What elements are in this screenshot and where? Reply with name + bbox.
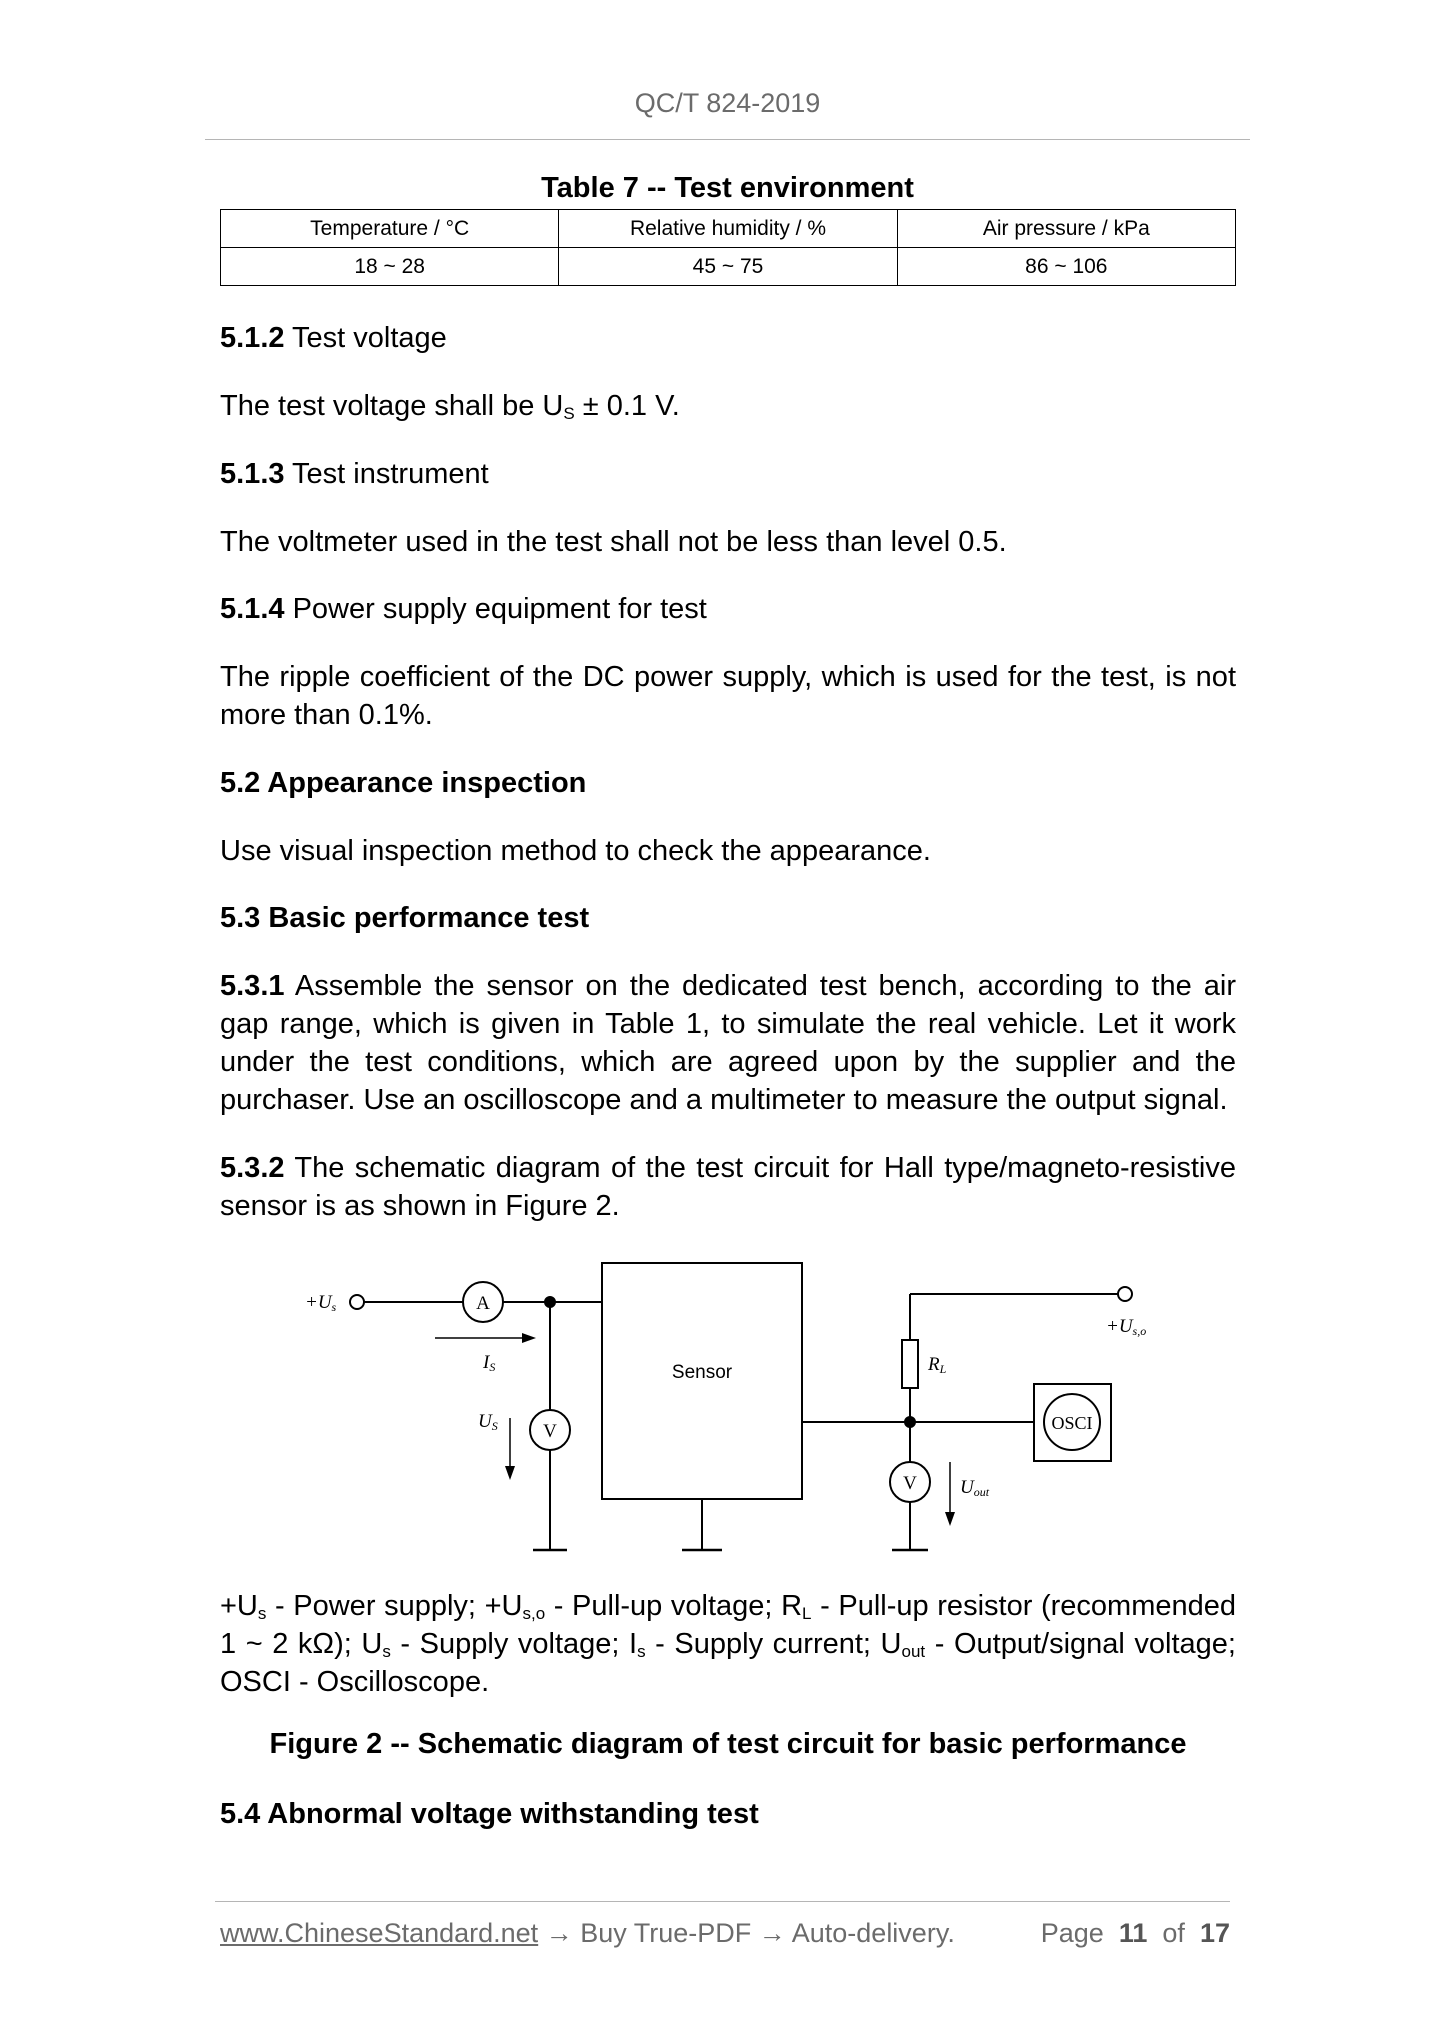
section-title: Power supply equipment for test xyxy=(292,593,707,625)
legend-run: - Supply current; U xyxy=(645,1628,902,1660)
of-word: of xyxy=(1162,1918,1185,1948)
subscript: s xyxy=(382,1642,391,1661)
subscript: s,o xyxy=(522,1604,546,1623)
rl-label: RL xyxy=(928,1354,947,1376)
uso-label: +Us,o xyxy=(1106,1316,1147,1338)
us-plus-label: +Us xyxy=(305,1292,337,1314)
sensor-label: Sensor xyxy=(671,1362,733,1383)
section-5-3-2-text xyxy=(220,1149,1236,1225)
page-number: 11 xyxy=(1118,1918,1148,1948)
chinesestandard-link[interactable]: www.ChineseStandard.net xyxy=(220,1918,539,1948)
table-header-cell: Temperature / °C xyxy=(221,210,559,248)
section-5-1-3-text: The voltmeter used in the test shall not be less than level 0.5. xyxy=(220,526,1007,558)
pull-up-terminal xyxy=(1118,1287,1132,1301)
uout-label: Uout xyxy=(960,1477,990,1499)
voltmeter-label: V xyxy=(543,1421,557,1442)
legend-run: +U xyxy=(220,1590,258,1622)
table-cell: 86 ~ 106 xyxy=(897,248,1235,286)
arrow-head xyxy=(522,1333,536,1343)
section-title: Test instrument xyxy=(292,458,489,490)
subscript: s xyxy=(257,1604,267,1623)
section-number: 5.3.1 xyxy=(220,970,285,1002)
us-label: US xyxy=(478,1411,498,1433)
legend-run: - Output/signal voltage; OSCI - Oscilloscope. xyxy=(220,1628,1236,1698)
supply-terminal xyxy=(350,1295,364,1309)
section-number: 5.1.2 xyxy=(220,322,285,354)
page-header: QC/T 824-2019 xyxy=(634,88,821,118)
footer-promo-text: → Buy True-PDF → Auto-delivery. xyxy=(538,1918,955,1948)
table-cell: 18 ~ 28 xyxy=(221,248,559,286)
section-5-4-heading: 5.4 Abnormal voltage withstanding test xyxy=(220,1798,759,1830)
section-number: 5.1.3 xyxy=(220,458,285,490)
section-5-1-2-text xyxy=(220,387,1236,425)
table-cell: 45 ~ 75 xyxy=(559,248,897,286)
subscript: out xyxy=(901,1642,926,1661)
figure-2-legend xyxy=(220,1587,1236,1701)
section-5-1-4-heading xyxy=(220,590,1236,628)
page-word: Page xyxy=(1040,1918,1104,1948)
section-number: 5.3.2 xyxy=(220,1152,285,1184)
section-5-1-3-heading xyxy=(220,455,1236,493)
section-number: 5.1.4 xyxy=(220,593,285,625)
legend-run: - Pull-up resistor (recommended 1 ~ 2 kΩ); U xyxy=(220,1590,1236,1660)
text-run: The test voltage shall be U xyxy=(220,390,564,422)
section-5-2-text: Use visual inspection method to check the appearance. xyxy=(220,835,931,867)
subscript: S xyxy=(563,404,575,423)
page-total: 17 xyxy=(1199,1918,1230,1948)
ammeter-label: A xyxy=(476,1293,490,1314)
section-title: Test voltage xyxy=(292,322,447,354)
page-footer xyxy=(220,1918,1230,1949)
arrow-head xyxy=(505,1466,515,1480)
table-row xyxy=(221,248,1236,286)
table-header-row xyxy=(221,210,1236,248)
osci-label: OSCI xyxy=(1051,1413,1093,1433)
figure-2-caption: Figure 2 -- Schematic diagram of test circuit for basic performance xyxy=(269,1728,1187,1760)
subscript: s xyxy=(637,1642,646,1661)
output-voltmeter-label: V xyxy=(903,1473,917,1494)
table-7-caption: Table 7 -- Test environment xyxy=(541,172,914,204)
subscript: L xyxy=(802,1604,812,1623)
arrow-head xyxy=(945,1512,955,1526)
legend-run: - Power supply; +U xyxy=(266,1590,523,1622)
table-header-cell: Air pressure / kPa xyxy=(897,210,1235,248)
section-5-1-2-heading xyxy=(220,319,1236,357)
section-5-1-4-text: The ripple coefficient of the DC power supply, which is used for the test, is not more than 0.1%. xyxy=(220,661,1236,731)
header-divider xyxy=(205,139,1250,140)
paragraph-text: The schematic diagram of the test circuit for Hall type/magneto-resistive sensor is as shown in Figure 2. xyxy=(220,1152,1236,1222)
section-5-3-heading: 5.3 Basic performance test xyxy=(220,902,590,934)
section-5-3-1-text xyxy=(220,967,1236,1119)
text-run: ± 0.1 V. xyxy=(574,390,680,422)
is-label: IS xyxy=(483,1352,496,1374)
figure-2-schematic xyxy=(280,1250,1180,1560)
page-indicator xyxy=(1041,1918,1230,1949)
table-header-cell: Relative humidity / % xyxy=(559,210,897,248)
test-environment-table xyxy=(220,209,1236,286)
legend-run: - Pull-up voltage; R xyxy=(545,1590,803,1622)
legend-run: - Supply voltage; I xyxy=(390,1628,638,1660)
paragraph-text: Assemble the sensor on the dedicated test bench, according to the air gap range, which is given in Table 1, to simulate the real vehicle. Let it work under the test conditions, which are agreed upon by the supplier and the purchaser. Use an oscilloscope and a multimeter to measure the output signal. xyxy=(220,970,1236,1116)
pull-up-resistor xyxy=(902,1340,918,1388)
footer-divider xyxy=(215,1901,1230,1902)
section-5-2-heading: 5.2 Appearance inspection xyxy=(220,767,587,799)
